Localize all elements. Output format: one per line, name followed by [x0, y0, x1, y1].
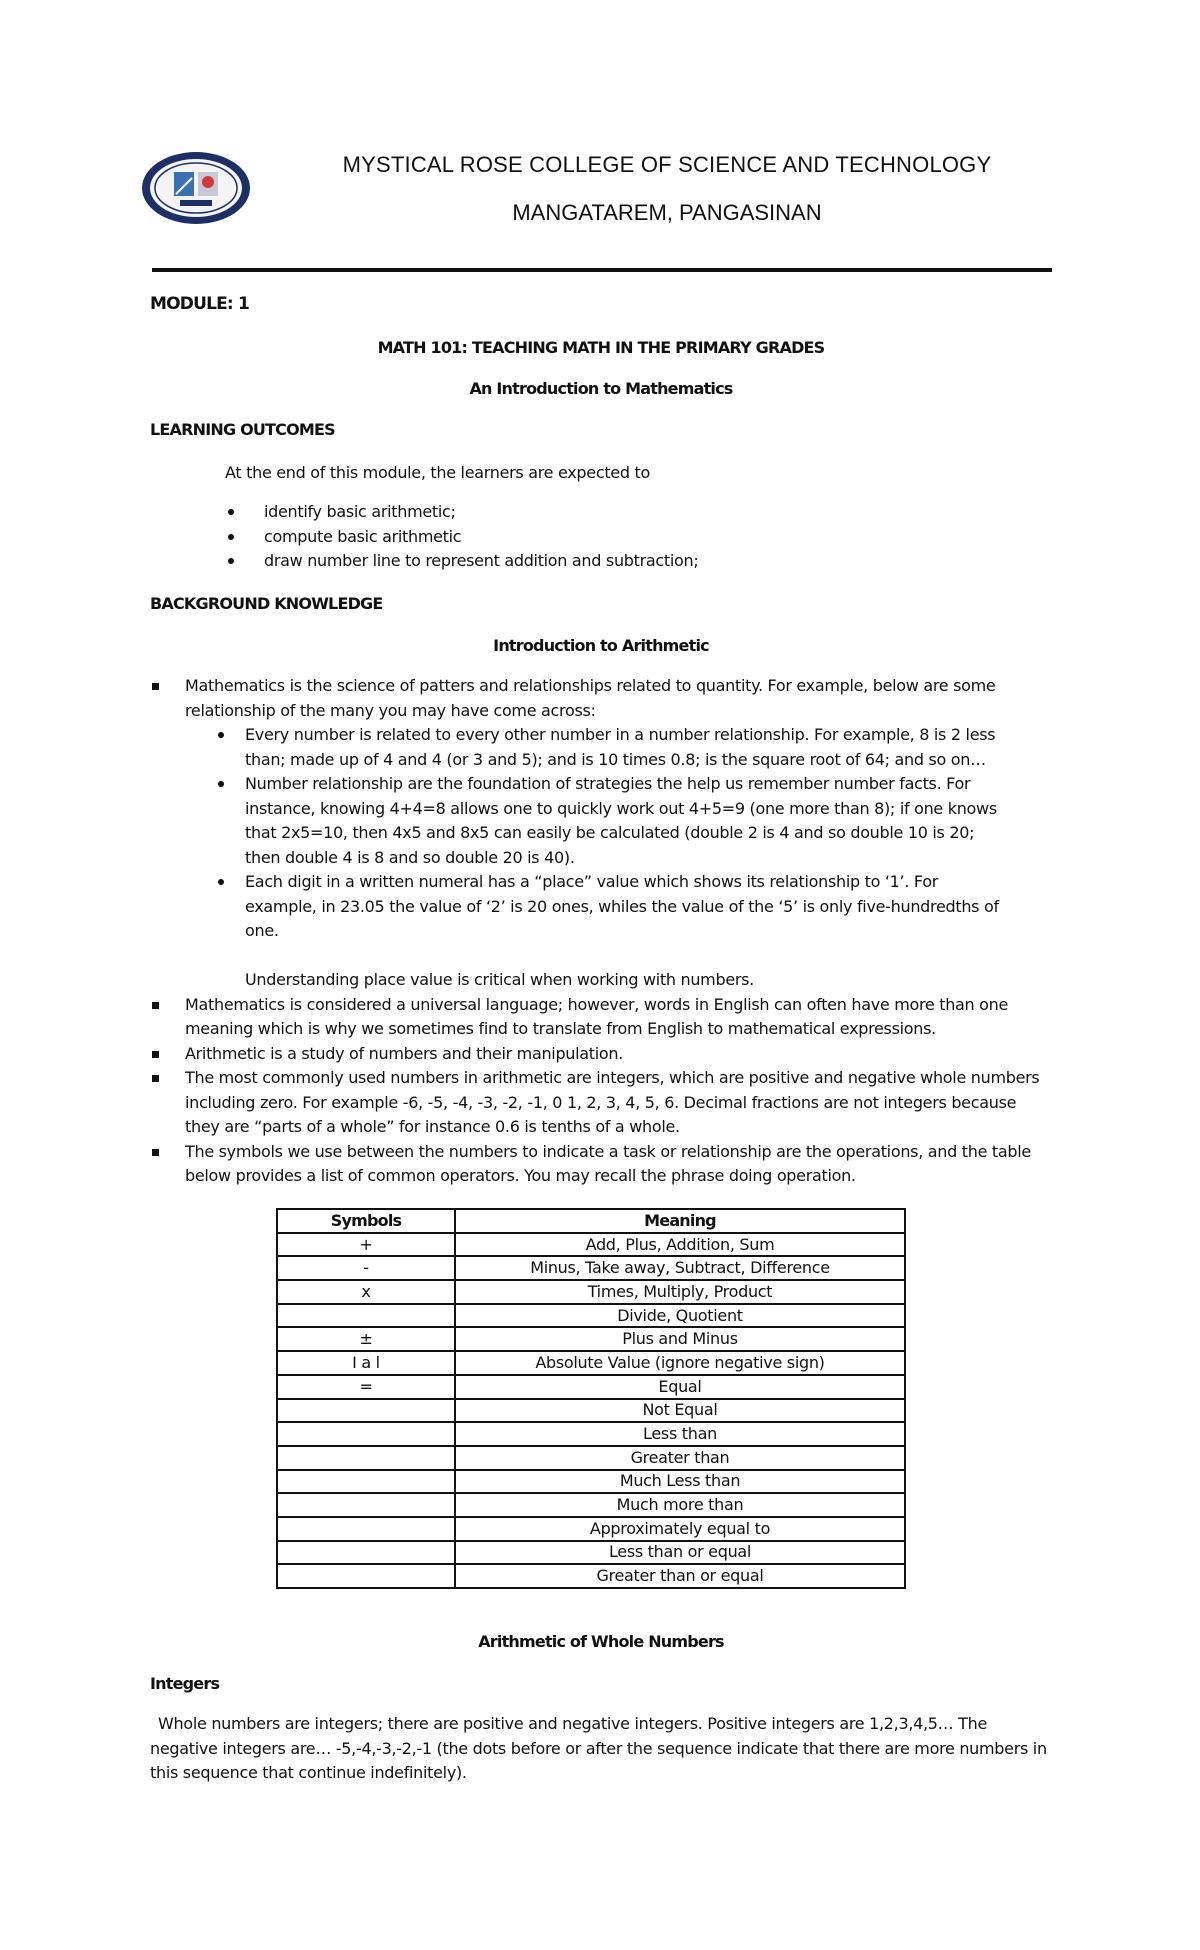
learning-outcomes-intro: At the end of this module, the learners are expected to — [225, 463, 650, 482]
header-divider — [152, 268, 1052, 272]
table-row — [277, 1541, 905, 1565]
symbol-cell: ± — [277, 1327, 455, 1351]
table-row — [277, 1470, 905, 1494]
symbol-cell: I a l — [277, 1351, 455, 1375]
operators-table-body — [277, 1233, 905, 1588]
symbol-cell — [277, 1470, 455, 1494]
symbol-cell: - — [277, 1256, 455, 1280]
meaning-cell: Times, Multiply, Product — [455, 1280, 905, 1304]
list-item: draw number line to represent addition and subtraction; — [228, 549, 1048, 574]
place-value-note: Understanding place value is critical when working with numbers. — [245, 970, 754, 989]
meaning-cell: Minus, Take away, Subtract, Difference — [455, 1256, 905, 1280]
learning-outcomes-list — [228, 500, 1048, 574]
list-item: Each digit in a written numeral has a “place” value which shows its relationship to ‘1’. For example, in 23.05 the value of ‘2’ is 20 ones, whiles the value of the ‘5’ is only five-hundredths of one. — [210, 870, 1000, 944]
course-title: MATH 101: TEACHING MATH IN THE PRIMARY GRADES — [377, 338, 825, 357]
bullet-icon — [218, 781, 224, 787]
list-item: Mathematics is considered a universal language; however, words in English can often have more than one meaning which is why we sometimes find to translate from English to mathematical expressions. — [150, 993, 1055, 1042]
table-row — [277, 1399, 905, 1423]
meaning-cell: Divide, Quotient — [455, 1304, 905, 1328]
bullet-icon — [228, 534, 234, 540]
integers-heading: Integers — [150, 1674, 220, 1693]
table-row — [277, 1564, 905, 1588]
square-bullet-icon — [152, 1075, 159, 1082]
table-row — [277, 1493, 905, 1517]
module-label: MODULE: 1 — [150, 294, 250, 314]
square-bullet-icon — [152, 1149, 159, 1156]
symbol-cell: = — [277, 1375, 455, 1399]
meaning-cell: Much Less than — [455, 1470, 905, 1494]
meaning-cell: Greater than — [455, 1446, 905, 1470]
list-item: The most commonly used numbers in arithmetic are integers, which are positive and negative whole numbers including zero. For example -6, -5, -4, -3, -2, -1, 0 1, 2, 3, 4, 5, 6. Decimal fractions are not integers because they are “parts of a whole” for instance 0.6 is tenths of a whole. — [150, 1066, 1055, 1140]
list-item: identify basic arithmetic; — [228, 500, 1048, 525]
symbol-cell: x — [277, 1280, 455, 1304]
meaning-cell: Less than — [455, 1422, 905, 1446]
symbol-cell — [277, 1493, 455, 1517]
table-row — [277, 1375, 905, 1399]
sub-list — [150, 723, 1000, 993]
bullet-icon — [218, 879, 224, 885]
symbol-cell — [277, 1446, 455, 1470]
meaning-cell: Greater than or equal — [455, 1564, 905, 1588]
college-name: MYSTICAL ROSE COLLEGE OF SCIENCE AND TECHNOLOGY — [342, 152, 992, 177]
table-row — [277, 1446, 905, 1470]
meaning-cell: Approximately equal to — [455, 1517, 905, 1541]
background-knowledge-heading: BACKGROUND KNOWLEDGE — [150, 594, 383, 613]
meaning-cell: Not Equal — [455, 1399, 905, 1423]
meaning-cell: Add, Plus, Addition, Sum — [455, 1233, 905, 1257]
whole-numbers-title: Arithmetic of Whole Numbers — [478, 1632, 724, 1651]
table-row — [277, 1304, 905, 1328]
list-item: Mathematics is the science of patters and relationships related to quantity. For example, below are some relationship of the many you may have come across: — [150, 674, 1055, 723]
operators-table — [276, 1208, 906, 1589]
list-item: The symbols we use between the numbers to indicate a task or relationship are the operations, and the table below provides a list of common operators. You may recall the phrase doing operation. — [150, 1140, 1055, 1189]
meaning-cell: Equal — [455, 1375, 905, 1399]
table-row — [277, 1422, 905, 1446]
square-bullet-icon — [152, 1051, 159, 1058]
meaning-column-header: Meaning — [455, 1209, 905, 1233]
square-bullet-icon — [152, 683, 159, 690]
table-row — [277, 1351, 905, 1375]
symbols-column-header: Symbols — [277, 1209, 455, 1233]
symbol-cell — [277, 1399, 455, 1423]
meaning-cell: Absolute Value (ignore negative sign) — [455, 1351, 905, 1375]
list-item: Number relationship are the foundation of strategies the help us remember number facts. For instance, knowing 4+4=8 allows one to quickly work out 4+5=9 (one more than 8); if one knows that 2x5=10, then 4x5 and 8x5 can easily be calculated (double 2 is 4 and so double 10 is 20; then double 4 is 8 and so double 20 is 40). — [210, 772, 1000, 870]
symbol-cell — [277, 1517, 455, 1541]
bullet-icon — [228, 509, 234, 515]
bullet-icon — [218, 732, 224, 738]
symbol-cell — [277, 1564, 455, 1588]
table-row — [277, 1256, 905, 1280]
college-location: MANGATAREM, PANGASINAN — [512, 200, 822, 225]
symbol-cell — [277, 1422, 455, 1446]
learning-outcomes-heading: LEARNING OUTCOMES — [150, 420, 335, 439]
meaning-cell: Less than or equal — [455, 1541, 905, 1565]
college-seal-logo — [140, 150, 252, 226]
symbol-cell: + — [277, 1233, 455, 1257]
meaning-cell: Plus and Minus — [455, 1327, 905, 1351]
module-subtitle: An Introduction to Mathematics — [469, 379, 733, 398]
background-content — [150, 674, 1055, 1189]
table-row — [277, 1517, 905, 1541]
table-row — [277, 1327, 905, 1351]
bullet-icon — [228, 558, 234, 564]
meaning-cell: Much more than — [455, 1493, 905, 1517]
integers-paragraph: Whole numbers are integers; there are positive and negative integers. Positive integers are 1,2,3,4,5… The negative integers are… -5,-4,-3,-2,-1 (the dots before or after the sequence indicate that there are more numbers in this sequence that continue indefinitely). — [150, 1714, 1047, 1782]
list-item: Every number is related to every other number in a number relationship. For example, 8 is 2 less than; made up of 4 and 4 (or 3 and 5); and is 10 times 0.8; is the square root of 64; and so on… — [210, 723, 1000, 772]
symbol-cell — [277, 1304, 455, 1328]
symbol-cell — [277, 1541, 455, 1565]
table-row — [277, 1233, 905, 1257]
table-header-row — [277, 1209, 905, 1233]
table-row — [277, 1280, 905, 1304]
square-bullet-icon — [152, 1002, 159, 1009]
list-item: compute basic arithmetic — [228, 525, 1048, 550]
intro-arithmetic-title: Introduction to Arithmetic — [493, 636, 709, 655]
list-item: Arithmetic is a study of numbers and their manipulation. — [150, 1042, 1055, 1067]
